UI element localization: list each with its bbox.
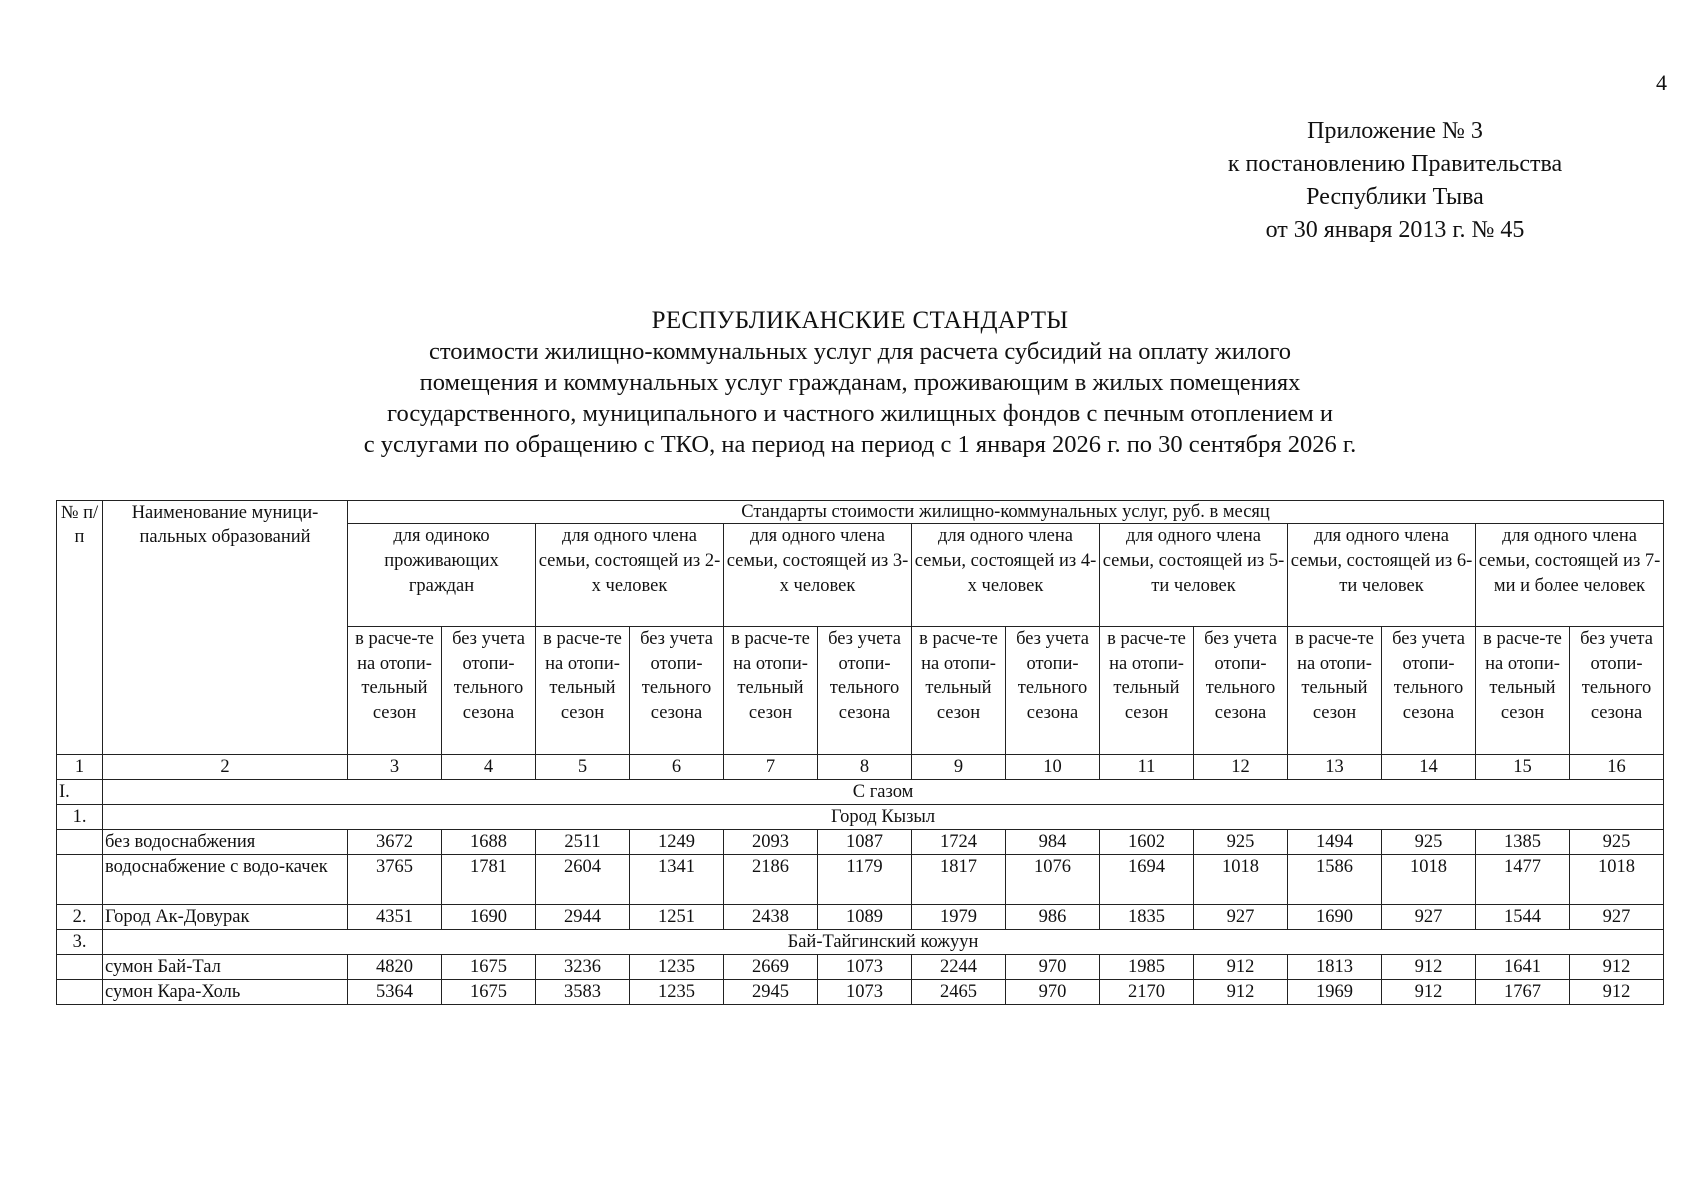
column-number: 5 <box>536 755 630 780</box>
value-cell: 1985 <box>1100 955 1194 980</box>
value-cell: 1767 <box>1476 980 1570 1005</box>
value-cell: 2945 <box>724 980 818 1005</box>
row-number <box>57 980 103 1005</box>
value-cell: 2604 <box>536 855 630 905</box>
column-number: 14 <box>1382 755 1476 780</box>
subsection-row <box>57 805 1664 830</box>
column-number: 9 <box>912 755 1006 780</box>
row-name: Город Ак-Довурак <box>103 905 348 930</box>
row-number <box>57 830 103 855</box>
group-header-2: для одного члена семьи, состоящей из 2-х человек <box>536 524 724 627</box>
row-number: 1. <box>57 805 103 830</box>
sub-header-heating: в расче-те на отопи-тельный сезон <box>1288 627 1382 755</box>
value-cell: 1690 <box>1288 905 1382 930</box>
annex-line-2: к постановлению Правительства <box>1227 151 1563 177</box>
group-header-7: для одного члена семьи, состоящей из 7-ми и более человек <box>1476 524 1664 627</box>
header-col-no: № п/п <box>57 501 103 755</box>
value-cell: 1724 <box>912 830 1006 855</box>
value-cell: 1341 <box>630 855 724 905</box>
header-row-1 <box>57 501 1664 524</box>
value-cell: 925 <box>1382 830 1476 855</box>
value-cell: 1586 <box>1288 855 1382 905</box>
value-cell: 927 <box>1570 905 1664 930</box>
sub-header-no-heating: без учета отопи-тельного сезона <box>630 627 724 755</box>
group-header-4: для одного члена семьи, состоящей из 4-х человек <box>912 524 1100 627</box>
value-cell: 1494 <box>1288 830 1382 855</box>
section-number: I. <box>57 780 103 805</box>
sub-header-no-heating: без учета отопи-тельного сезона <box>1382 627 1476 755</box>
sub-header-no-heating: без учета отопи-тельного сезона <box>818 627 912 755</box>
value-cell: 970 <box>1006 955 1100 980</box>
sub-header-no-heating: без учета отопи-тельного сезона <box>1006 627 1100 755</box>
value-cell: 1694 <box>1100 855 1194 905</box>
value-cell: 927 <box>1194 905 1288 930</box>
sub-header-heating: в расче-те на отопи-тельный сезон <box>1100 627 1194 755</box>
subsection-label: Бай-Тайгинский кожуун <box>103 930 1664 955</box>
subsection-row <box>57 930 1664 955</box>
value-cell: 1602 <box>1100 830 1194 855</box>
value-cell: 986 <box>1006 905 1100 930</box>
value-cell: 2244 <box>912 955 1006 980</box>
group-header-1: для одиноко проживающих граждан <box>348 524 536 627</box>
sub-header-heating: в расче-те на отопи-тельный сезон <box>724 627 818 755</box>
value-cell: 1817 <box>912 855 1006 905</box>
value-cell: 912 <box>1194 980 1288 1005</box>
value-cell: 912 <box>1570 955 1664 980</box>
value-cell: 2170 <box>1100 980 1194 1005</box>
table-row <box>57 830 1664 855</box>
group-header-6: для одного члена семьи, состоящей из 6-ти человек <box>1288 524 1476 627</box>
value-cell: 1018 <box>1194 855 1288 905</box>
value-cell: 2669 <box>724 955 818 980</box>
table-row <box>57 855 1664 905</box>
title-line-4: с услугами по обращению с ТКО, на период на период с 1 января 2026 г. по 30 сентября 2026 г. <box>363 431 1357 458</box>
value-cell: 1251 <box>630 905 724 930</box>
value-cell: 1089 <box>818 905 912 930</box>
row-number: 2. <box>57 905 103 930</box>
value-cell: 1781 <box>442 855 536 905</box>
column-number: 10 <box>1006 755 1100 780</box>
document-title <box>150 305 1570 460</box>
annex-line-3: Республики Тыва <box>1306 184 1484 210</box>
sub-header-no-heating: без учета отопи-тельного сезона <box>1194 627 1288 755</box>
value-cell: 1076 <box>1006 855 1100 905</box>
value-cell: 1235 <box>630 980 724 1005</box>
table-row <box>57 955 1664 980</box>
value-cell: 927 <box>1382 905 1476 930</box>
value-cell: 3765 <box>348 855 442 905</box>
section-row <box>57 780 1664 805</box>
value-cell: 925 <box>1570 830 1664 855</box>
subsection-label: Город Кызыл <box>103 805 1664 830</box>
value-cell: 2438 <box>724 905 818 930</box>
value-cell: 1979 <box>912 905 1006 930</box>
sub-header-heating: в расче-те на отопи-тельный сезон <box>912 627 1006 755</box>
row-number <box>57 955 103 980</box>
column-number: 11 <box>1100 755 1194 780</box>
row-number: 3. <box>57 930 103 955</box>
value-cell: 4351 <box>348 905 442 930</box>
value-cell: 912 <box>1382 980 1476 1005</box>
value-cell: 2511 <box>536 830 630 855</box>
value-cell: 1087 <box>818 830 912 855</box>
sub-header-heating: в расче-те на отопи-тельный сезон <box>1476 627 1570 755</box>
value-cell: 5364 <box>348 980 442 1005</box>
row-number <box>57 855 103 905</box>
row-name: водоснабжение с водо-качек <box>103 855 348 905</box>
value-cell: 1385 <box>1476 830 1570 855</box>
column-number: 8 <box>818 755 912 780</box>
value-cell: 1477 <box>1476 855 1570 905</box>
title-line-3: государственного, муниципального и частного жилищных фондов с печным отоплением и <box>387 400 1333 427</box>
value-cell: 1813 <box>1288 955 1382 980</box>
group-header-3: для одного члена семьи, состоящей из 3-х человек <box>724 524 912 627</box>
value-cell: 2944 <box>536 905 630 930</box>
title-main: РЕСПУБЛИКАНСКИЕ СТАНДАРТЫ <box>651 307 1069 334</box>
sub-header-heating: в расче-те на отопи-тельный сезон <box>536 627 630 755</box>
value-cell: 4820 <box>348 955 442 980</box>
value-cell: 912 <box>1194 955 1288 980</box>
value-cell: 912 <box>1570 980 1664 1005</box>
page-number: 4 <box>1656 70 1667 95</box>
row-name: сумон Кара-Холь <box>103 980 348 1005</box>
value-cell: 1688 <box>442 830 536 855</box>
value-cell: 3583 <box>536 980 630 1005</box>
value-cell: 1641 <box>1476 955 1570 980</box>
value-cell: 1690 <box>442 905 536 930</box>
column-number-row <box>57 755 1664 780</box>
title-line-2: помещения и коммунальных услуг гражданам, проживающим в жилых помещениях <box>419 369 1301 396</box>
standards-table <box>56 500 1664 1005</box>
value-cell: 1179 <box>818 855 912 905</box>
value-cell: 1544 <box>1476 905 1570 930</box>
sub-header-no-heating: без учета отопи-тельного сезона <box>442 627 536 755</box>
column-number: 2 <box>103 755 348 780</box>
value-cell: 1018 <box>1570 855 1664 905</box>
value-cell: 1073 <box>818 955 912 980</box>
value-cell: 925 <box>1194 830 1288 855</box>
value-cell: 1249 <box>630 830 724 855</box>
sub-header-no-heating: без учета отопи-тельного сезона <box>1570 627 1664 755</box>
column-number: 6 <box>630 755 724 780</box>
value-cell: 1018 <box>1382 855 1476 905</box>
value-cell: 1073 <box>818 980 912 1005</box>
value-cell: 970 <box>1006 980 1100 1005</box>
column-number: 13 <box>1288 755 1382 780</box>
value-cell: 2186 <box>724 855 818 905</box>
value-cell: 3236 <box>536 955 630 980</box>
value-cell: 1675 <box>442 980 536 1005</box>
sub-header-heating: в расче-те на отопи-тельный сезон <box>348 627 442 755</box>
group-header-5: для одного члена семьи, состоящей из 5-ти человек <box>1100 524 1288 627</box>
column-number: 3 <box>348 755 442 780</box>
annex-line-4: от 30 января 2013 г. № 45 <box>1265 217 1525 243</box>
value-cell: 1835 <box>1100 905 1194 930</box>
table-row <box>57 905 1664 930</box>
annex-line-1: Приложение № 3 <box>1307 118 1483 144</box>
value-cell: 2093 <box>724 830 818 855</box>
column-number: 4 <box>442 755 536 780</box>
header-standards: Стандарты стоимости жилищно-коммунальных услуг, руб. в месяц <box>348 501 1664 524</box>
value-cell: 1235 <box>630 955 724 980</box>
section-label: С газом <box>103 780 1664 805</box>
column-number: 12 <box>1194 755 1288 780</box>
value-cell: 912 <box>1382 955 1476 980</box>
column-number: 16 <box>1570 755 1664 780</box>
title-line-1: стоимости жилищно-коммунальных услуг для расчета субсидий на оплату жилого <box>428 338 1292 365</box>
value-cell: 984 <box>1006 830 1100 855</box>
value-cell: 2465 <box>912 980 1006 1005</box>
column-number: 1 <box>57 755 103 780</box>
value-cell: 1969 <box>1288 980 1382 1005</box>
value-cell: 1675 <box>442 955 536 980</box>
column-number: 15 <box>1476 755 1570 780</box>
annex-block <box>1185 115 1605 247</box>
header-col-name: Наименование муници-пальных образований <box>103 501 348 755</box>
table-row <box>57 980 1664 1005</box>
row-name: сумон Бай-Тал <box>103 955 348 980</box>
row-name: без водоснабжения <box>103 830 348 855</box>
column-number: 7 <box>724 755 818 780</box>
value-cell: 3672 <box>348 830 442 855</box>
